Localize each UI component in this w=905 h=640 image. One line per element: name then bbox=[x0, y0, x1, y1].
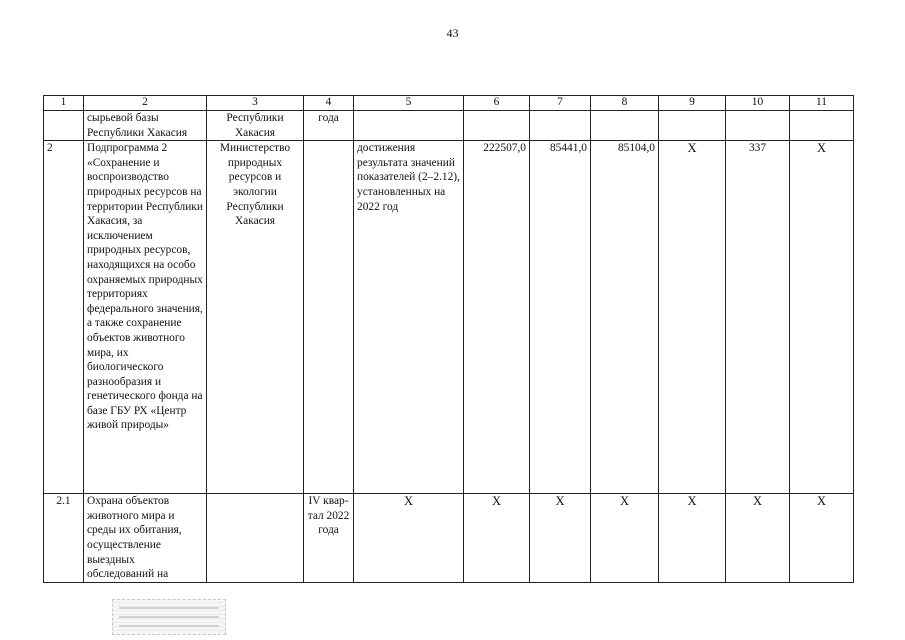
cell-term: IV квар-тал 2022 года bbox=[304, 494, 354, 583]
cell-value: Х bbox=[726, 494, 790, 583]
cell-value bbox=[790, 111, 854, 141]
cell-value bbox=[464, 111, 530, 141]
col-header: 10 bbox=[726, 96, 790, 111]
cell-number bbox=[44, 111, 84, 141]
table-row bbox=[44, 141, 854, 494]
cell-number: 2.1 bbox=[44, 494, 84, 583]
cell-value bbox=[659, 111, 726, 141]
document-stamp bbox=[112, 599, 226, 635]
cell-value: Х bbox=[659, 141, 726, 494]
cell-executor: Республики Хакасия bbox=[207, 111, 304, 141]
col-header: 4 bbox=[304, 96, 354, 111]
cell-value: Х bbox=[790, 494, 854, 583]
table-row bbox=[44, 494, 854, 583]
cell-value: Х bbox=[790, 141, 854, 494]
col-header: 8 bbox=[591, 96, 659, 111]
cell-value bbox=[591, 111, 659, 141]
table-row bbox=[44, 111, 854, 141]
cell-result: достижения результата значений показателей (2–2.12), установленных на 2022 год bbox=[354, 141, 464, 494]
program-table bbox=[43, 95, 854, 583]
col-header: 7 bbox=[530, 96, 591, 111]
cell-name: Подпрограмма 2 «Сохранение и воспроизводство природных ресурсов на территории Республики Хакасия, за исключением природных ресурсов, находящихся на особо охраняемых природных территориях федерального значения, а также сохранение объектов животного мира, их биологического разнообразия и генетического фонда на базе ГБУ РХ «Центр живой природы» bbox=[84, 141, 207, 494]
cell-number: 2 bbox=[44, 141, 84, 494]
col-header: 11 bbox=[790, 96, 854, 111]
cell-name: Охрана объектов животного мира и среды их обитания, осуществление выездных обследований на bbox=[84, 494, 207, 583]
cell-result bbox=[354, 111, 464, 141]
cell-value: Х bbox=[530, 494, 591, 583]
cell-term bbox=[304, 141, 354, 494]
cell-executor bbox=[207, 494, 304, 583]
cell-value: 85441,0 bbox=[530, 141, 591, 494]
page-number: 43 bbox=[446, 26, 459, 40]
cell-executor: Министерство природных ресурсов и экологии Республики Хакасия bbox=[207, 141, 304, 494]
col-header: 2 bbox=[84, 96, 207, 111]
cell-term: года bbox=[304, 111, 354, 141]
cell-value: Х bbox=[591, 494, 659, 583]
col-header: 6 bbox=[464, 96, 530, 111]
cell-value bbox=[726, 111, 790, 141]
cell-value: Х bbox=[659, 494, 726, 583]
cell-value: Х bbox=[464, 494, 530, 583]
col-header: 3 bbox=[207, 96, 304, 111]
cell-name: сырьевой базы Республики Хакасия bbox=[84, 111, 207, 141]
col-header: 1 bbox=[44, 96, 84, 111]
header-row bbox=[44, 96, 854, 111]
cell-value: 222507,0 bbox=[464, 141, 530, 494]
cell-value bbox=[530, 111, 591, 141]
cell-value: 337 bbox=[726, 141, 790, 494]
col-header: 5 bbox=[354, 96, 464, 111]
cell-result: Х bbox=[354, 494, 464, 583]
col-header: 9 bbox=[659, 96, 726, 111]
cell-value: 85104,0 bbox=[591, 141, 659, 494]
